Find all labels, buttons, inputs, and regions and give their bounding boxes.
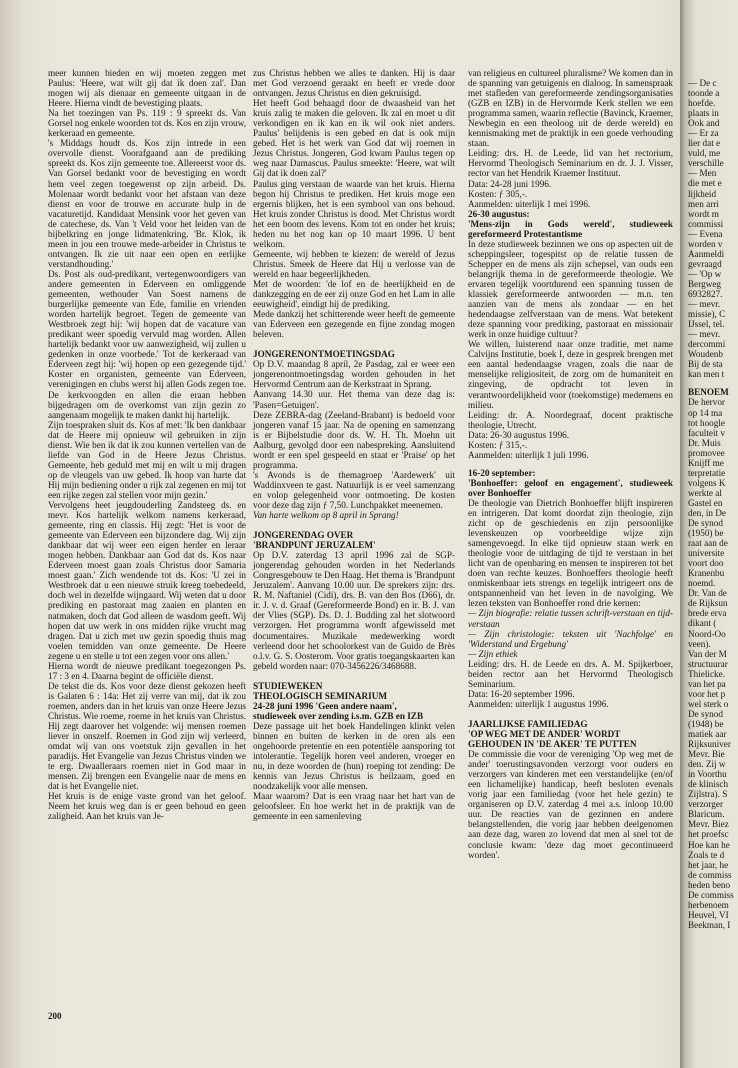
text-line: Noord-Oo — [688, 628, 726, 639]
text-line: de commiss — [688, 869, 732, 880]
text-line: kan men t — [688, 369, 725, 380]
paragraph: Paulus ging verstaan de waarde van het kruis. Hierna begon hij Christus te prediken. Het kruis moge een ergernis blijken, het is een symbool van ons behoud. Het kruis zonder Christus is dood. Met Christus wordt het een boom des levens. Kom tot en onder het kruis; heden nu het nog kan op 10 maart 1996. U bent welkom. — [253, 178, 455, 249]
text-line: voort doo — [688, 558, 724, 569]
section-heading: JONGERENDAG OVER — [253, 530, 354, 541]
paragraph: Het kruis is de enige vaste grond van het geloof. Neem het kruis weg dan is er geen behoud en geen zaligheid. Aan het kruis van Je- — [48, 791, 246, 822]
paragraph: Na het toezingen van Ps. 119 : 9 spreekt ds. Van Gorsel nog enkele woorden tot ds. Kos en zijn vrouw, kerkeraad en gemeente. — [48, 108, 246, 139]
text-line: tot hoogle — [688, 417, 726, 428]
paragraph: Vervolgens heet jeugdouderling Zandsteeg ds. en mevr. Kos hartelijk welkom namens kerkeraad, gemeente, ring en classis. Hij zegt: 'Het is voor de gemeente van Ederveen een bijzondere dag. Wij zijn dankbaar dat wij weer een eigen herder en leraar mogen hebben. Dankbaar aan God dat ds. Kos naar Ederveen moest gaan zoals Christus door Samaria moest gaan.' Zich wendende tot ds. Kos: 'U zei in Westbroek dat u een nieuwe struik kreeg toebedeeld, doch wel in dezelfde wijngaard. Wij weten dat u door prediking en pastoraat mag zaaien en planten en natmaken, doch dat God alleen de wasdom geeft. Wij hopen dat uw werk in ons midden rijke vrucht mag dragen. Dat u zich met uw gezin spoedig thuis mag voelen temidden van onze gemeente. De Heere zegene u en stelle u tot een zegen voor ons allen.' — [48, 500, 246, 661]
text-line: de klinisch — [688, 779, 729, 790]
italic-line: — Zijn ethiek — [468, 648, 518, 659]
text-line: wordt m — [688, 208, 719, 219]
text-line: dikant ( — [688, 618, 717, 629]
text-line: Thielicke. — [688, 668, 725, 679]
text-line: promovee — [688, 447, 725, 458]
page-number: 200 — [48, 1011, 62, 1021]
paragraph: 's Avonds is de themagroep 'Aardewerk' uit Waddinxveen te gast. Natuurlijk is er veel samenzang en volop gelegenheid voor ontmoeting. De kosten voor deze dag zijn ƒ 7,50. Lunchpakket meenemen. — [253, 469, 455, 510]
text-line: Aanmeldi — [688, 248, 725, 259]
text-line: dercommi — [688, 339, 726, 350]
italic-line: — Zijn biografie: relatie tussen schrift-verstaan en tijd-verstaan — [468, 608, 673, 629]
section-heading: GEHOUDEN IN 'DE AKER' TE PUTTEN — [468, 739, 637, 750]
paragraph: Deze passage uit het boek Handelingen klinkt velen binnen en buiten de kerken in de oren als een ongehoorde pretentie en een potentiële aansporing tot intolerantie. Tegelijk horen veel anderen, vroeger en nu, in deze woorden de (hun) roeping tot zending: De kennis van Jezus Christus is heilzaam, goed en noodzakelijk voor alle mensen. — [253, 720, 455, 792]
paragraph: Hierna wordt de nieuwe predikant toegezongen Ps. 17 : 3 en 4. Daarna begint de officiële dienst. — [48, 660, 246, 681]
paragraph: Leiding: dr. A. Noordegraaf, docent praktische theologie, Utrecht. — [468, 409, 673, 430]
paragraph: Kosten: ƒ 315,-. — [468, 439, 528, 450]
text-line: faculteit v — [688, 427, 725, 438]
paragraph: Aanvang 14.30 uur. Het thema van deze dag is: 'Pasen=Getuigen'. — [253, 389, 455, 410]
paragraph: De theologie van Dietrich Bonhoeffer blijft inspireren en intrigeren. Dat komt doordat zijn theologie, zijn zicht op de geschiedenis en zijn persoonlijke levenskeuzen op voorbeeldige wijze zijn samengevoegd. In elke tijd opnieuw staan werk en theologie voor de uitdaging de tijd te verstaan in het licht van de openbaring en mensen te inspireren tot het doen van rechte keuzes. Bonhoeffers theologie heeft onmiskenbaar iets strengs en tegelijk intrigeert ons de ontspannenheid van het leven in de navolging. We lezen teksten van Bonhoeffer rond drie kernen: — [468, 497, 673, 609]
text-line: den, in De — [688, 507, 727, 518]
text-line: Ook and — [688, 118, 720, 129]
paragraph: Aanmelden: uiterlijk 1 augustus 1996. — [468, 698, 609, 709]
text-line: matiek aar — [688, 729, 727, 739]
italic-line: Van harte welkom op 8 april in Sprang! — [253, 510, 399, 521]
text-column-2 — [253, 68, 455, 821]
text-line: men arri — [688, 198, 719, 209]
text-line: wel sterk o — [688, 698, 729, 709]
text-line: vuld, me — [688, 148, 721, 159]
text-line: heden beno — [688, 879, 731, 890]
paragraph: 's Middags houdt ds. Kos zijn intrede in een overvolle dienst. Voorafgaand aan de prediking spreekt ds. Kos zijn gemeente toe. Allereerst voor ds. Van Gorsel bedankt voor de bevestiging en wordt hem veel zegen toegewenst op zijn arbeid. Ds. Molenaar wordt bedankt voor het afstaan van deze dienst en voor de trouwe en accurate hulp in de vacaturetijd. Kandidaat Mensink voor het geven van de catechese, ds. Van 't Veld voor het leiden van de bijbelkring en jonge lidmatenkring. 'Br. Klok, ik meen in jou een trouwe mede-arbeider in Christus te ontvangen. Ik zie uit naar een open en eerlijke verstandhouding.' — [48, 138, 246, 269]
text-line: (1948) be — [688, 718, 724, 729]
text-line: universite — [688, 548, 725, 559]
subheading: 'Bonhoeffer: geloof en engagement', studieweek over Bonhoeffer — [468, 477, 673, 498]
text-line: Blaricum. — [688, 809, 725, 820]
text-line: De synod — [688, 518, 723, 529]
text-line: Mevr. Bie — [688, 749, 725, 760]
text-line: — 'Op w — [688, 268, 722, 279]
paragraph: De tekst die ds. Kos voor deze dienst gekozen heeft is Galaten 6 : 14a: Het zij verre van mij, dat ik zou roemen, anders dan in het kruis van onze Heere Jezus Christus. Wie roeme, roeme in het kruis van Christus. Hij zegt daarover het volgende: wij mensen roemen liever in onszelf. Roemen in God zijn wij verleerd, omdat wij van ons voetstuk zijn gevallen in het paradijs. Het Evangelie van Jezus Christus vinden we te erg. Dwaalleraars roemen niet in God maar in mensen. Zij brengen een Evangelie naar de mens en dat is het Evangelie niet. — [48, 680, 246, 792]
text-line: Zoals te d — [688, 849, 725, 860]
text-line: den. Zij w — [688, 759, 726, 770]
paragraph: zus Christus hebben we alles te danken. Hij is daar met God verzoend geraakt en heeft er vrede door ontvangen. Jezus Christus en dien gekruisigd. — [253, 68, 455, 99]
paragraph: Op D.V. zaterdag 13 april 1996 zal de SGP-jongerendag gehouden worden in het Nederlands Congresgebouw te Den Haag. Het thema is 'Brandpunt Jeruzalem'. Aanvang 10.00 uur. De sprekers zijn: drs. R. M. Naftaniel (Cidi), drs. B. van den Bos (D66), dr. ir. J. v. d. Graaf (Gereformeerde Bond) en ir. B. J. van der Vlies (SGP). Ds. D. J. Budding zal het slotwoord verzorgen. Het programma wordt afgewisseld met documentaires. Muzikale medewerking wordt verleend door het schoolorkest van de Guido de Brès o.l.v. G. S. Oosterom. Voor gratis toegangskaarten kan gebeld worden naar: 070-3456226/3468688. — [253, 550, 455, 671]
subheading: 'Mens-zijn in Gods wereld', studieweek gereformeerd Protestantisme — [468, 218, 673, 239]
text-line: brede erva — [688, 608, 727, 619]
text-line: verschille — [688, 158, 724, 169]
text-line: veen). — [688, 638, 711, 649]
text-line: toonde a — [688, 88, 720, 99]
text-column-1 — [48, 68, 246, 822]
subheading: studieweek over zending i.s.m. GZB en IZB — [253, 710, 424, 721]
text-line: IJssel, tel. — [688, 319, 725, 330]
right-page-fragments — [688, 78, 738, 930]
subheading: 24-28 juni 1996 'Geen andere naam', — [253, 700, 397, 711]
text-line: voor het p — [688, 688, 726, 699]
text-line: commissi — [688, 218, 724, 229]
section-heading: 'BRANDPUNT JERUZALEM' — [253, 540, 376, 551]
section-heading: STUDIEWEKEN — [253, 680, 323, 691]
text-line: De commiss — [688, 889, 734, 900]
section-heading: JONGERENONTMOETINGSDAG — [253, 349, 395, 360]
paragraph: Data: 24-28 juni 1996. — [468, 178, 552, 189]
text-line: Kranenbu — [688, 568, 725, 579]
subheading: 16-20 september: — [468, 467, 536, 478]
text-line: noemd. — [688, 578, 716, 589]
text-line: het jaar, he — [688, 859, 729, 870]
text-line: plaats in — [688, 108, 719, 119]
text-line: Heuvel, VI — [688, 909, 729, 920]
text-line: terpretatie — [688, 467, 726, 478]
text-line: De synod — [688, 708, 723, 719]
italic-line: — Zijn christologie: teksten uit 'Nachfolge' en 'Widerstand und Ergebung' — [468, 628, 673, 649]
text-line: — mevr. — [688, 329, 721, 340]
text-line: werkte al — [688, 487, 722, 498]
text-line: hoefde. — [688, 98, 716, 109]
paragraph: Aanmelden: uiterlijk 1 juli 1996. — [468, 449, 589, 460]
section-heading: 'OP WEG MET DE ANDER' WORDT — [468, 729, 621, 739]
text-line: in Voorthu — [688, 769, 727, 780]
text-line: Bergweg — [688, 278, 721, 289]
text-line: van het pa — [688, 678, 726, 689]
text-line: 6932827. — [688, 288, 723, 299]
text-line: lier dat e — [688, 138, 721, 149]
subheading: 26-30 augustus: — [468, 208, 530, 219]
text-line: — mevr. — [688, 299, 721, 310]
paragraph: Ds. Post als oud-predikant, vertegenwoordigers van andere gemeenten in Ederveen en omliggende gemeenten, wethouder Van Soest namens de burgerlijke gemeente van Ede, familie en vrienden worden hartelijk begroet. Tegen de gemeente van Westbroek zegt hij: 'wij hopen dat de vacature van predikant weer spoedig vervuld mag worden. Allen hartelijk bedankt voor uw aanwezigheid, wij zullen u gedenken in onze voorbede.' Tot de kerkeraad van Ederveen zegt hij: 'wij hopen op een gezegende tijd.' Koster en organisten, gemeente van Ederveen, verenigingen en clubs werst hij allen Gods zegen toe. De kerkvoogden en allen die eraan hebben bijgedragen om de overkomst van zijn gezin zo aangenaam mogelijk te maken dankt hij hartelijk. — [48, 268, 246, 420]
text-line: De hervor — [688, 397, 725, 408]
text-line: worden v — [688, 238, 723, 249]
paragraph: Kosten: ƒ 305,-. — [468, 188, 528, 199]
text-line: lijkheid — [688, 188, 717, 199]
text-column-3 — [468, 68, 673, 860]
text-line: Knijff me — [688, 457, 724, 468]
paragraph: Het heeft God behaagd door de dwaasheid van het kruis zalig te maken die geloven. Ik zal en moet u dit verkondigen en ik kan en ik wil ook niet anders. Paulus' belijdenis is een gebed en dat is ook mijn gebed. Het is het werk van God dat wij roemen in Jezus Christus. Jongeren, God kwam Paulus tegen op weg naar Damascus. Paulus smeekte: 'Heere, wat wilt Gij dat ik doen zal?' — [253, 98, 455, 179]
paragraph: Zijn toespraken sluit ds. Kos af met: 'Ik ben dankbaar dat de Heere mij opnieuw wil gebruiken in zijn dienst. Wie ben ik dat ik zou kunnen vertellen van de liefde van God in de Heere Jezus Christus. Gemeente, heb geduld met mij en wilt u mij dragen op de vleugels van uw gebed. Ik hoop van harte dat Hij mijn bediening onder u rijk zal zegenen en mij tot een rijke zegen zal stellen voor mijn gezin.' — [48, 419, 246, 500]
paragraph: Data: 26-30 augustus 1996. — [468, 429, 570, 440]
paragraph: Leiding: drs. H. de Leede, lid van het rectorium, Hervormd Theologisch Seminarium en dr. J. J. Visser, rector van het Hendrik Kraemer Instituut. — [468, 148, 673, 179]
text-line: verzorger — [688, 799, 724, 810]
text-line: die met e — [688, 178, 722, 189]
text-line: Van der M — [688, 648, 727, 659]
text-line: Woudenb — [688, 349, 723, 360]
section-heading: THEOLOGISCH SEMINARIUM — [253, 690, 388, 701]
text-line: (1950) be — [688, 528, 724, 539]
spacer — [688, 379, 738, 387]
text-line: gevraagd — [688, 258, 722, 269]
text-line: Dr. Muis — [688, 437, 721, 448]
text-line: op 14 ma — [688, 407, 723, 418]
text-line: Rijksuniver — [688, 739, 731, 750]
paragraph: Gemeente, wij hebben te kiezen: de wereld of Jezus Christus. Smeek de Heere dat Hij u verlosse van de wereld en haar begeerlijkheden. — [253, 248, 455, 279]
paragraph: De commissie die voor de vereniging 'Op weg met de ander' toerustingsavonden verzorgt voor ouders en verzorgers van kinderen met een verstandelijke (en/of een lichamelijke) handicap, heeft besloten evenals vorig jaar een familiedag (voor het hele gezin) te organiseren op D.V. zaterdag 4 mei a.s. inloop 10.00 uur. De reacties van de gezinnen en andere belangstellenden, die vorig jaar hebben deelgenomen aan deze dag, waren zo lovend dat men al snel tot de conclusie kwam: 'deze dag moet gecontinueerd worden'. — [468, 749, 673, 860]
paragraph: van religieus en cultureel pluralisme? We komen dan in de spanning van getuigenis en dialoog. In samenspraak met stafleden van gereformeerde zendingsorganisaties (GZB en IZB) in de Hervormde Kerk stellen we een programma samen, waarin reflectie (Bavinck, Kraemer, Newbegin en een theoloog uit de derde wereld) en kennismaking met de praktijk in een goede verhouding staan. — [468, 68, 673, 149]
paragraph: meer kunnen bieden en wij moeten zeggen met Paulus: 'Heere, wat wilt gij dat ik doen zal'. Dan mogen wij als dienaar en gemeente uitgaan in de Heere. Hierna vindt de bevestiging plaats. — [48, 68, 246, 109]
spacer — [468, 460, 673, 468]
text-line: Bij de sta — [688, 359, 723, 370]
section-heading: JAARLIJKSE FAMILIEDAG — [468, 718, 588, 729]
text-line: raat aan de — [688, 538, 728, 549]
text-line: Zijlstra). S — [688, 789, 728, 800]
right-page-edge — [680, 0, 738, 1068]
text-line: Hoe kan he — [688, 839, 730, 850]
paragraph: Data: 16-20 september 1996. — [468, 688, 575, 699]
paragraph: Met de woorden: 'de lof en de heerlijkheid en de dankzegging en de eer zij onze God en het Lam in alle eeuwigheid', eindigt hij de prediking. — [253, 278, 455, 310]
text-line: — Er za — [688, 128, 719, 139]
text-line: de Rijksun — [688, 598, 728, 609]
text-line: herbenoem — [688, 899, 729, 910]
text-line: volgens K — [688, 477, 726, 488]
text-line: — De c — [688, 78, 717, 88]
text-line: Mevr. Biez — [688, 819, 729, 830]
paragraph: Op D.V. maandag 8 april, 2e Pasdag, zal er weer een jongerenontmoetingsdag worden gehouden in het Hervormd Centrum aan de Kerkstraat in Sprang. — [253, 359, 455, 390]
text-line: — Men — [688, 168, 717, 179]
paragraph: Deze ZEBRA-dag (Zeeland-Brabant) is bedoeld voor jongeren vanaf 15 jaar. Na de opening en samenzang is er Bijbelstudie door ds. W. H. Th. Moehn uit Aalburg, gevolgd door een nabespreking. Aansluitend wordt er een spel gespeeld en staat er 'Praise' op het programma. — [253, 409, 455, 470]
text-line: missie), C — [688, 309, 726, 320]
text-line: Gastel en — [688, 497, 723, 508]
text-line: structuurar — [688, 658, 728, 669]
paragraph: Aanmelden: uiterlijk 1 mei 1996. — [468, 198, 591, 209]
text-line: — Evena — [688, 228, 723, 239]
paragraph: In deze studieweek bezinnen we ons op aspecten uit de scheppingsleer, togespitst op de relatie tussen de Schepper en de mens als zijn schepsel, van ouds een belangrijk thema in de gereformeerde theologie. We ervaren tegelijk voortdurend een spanning tussen de klassiek gereformeerde antwoorden — m.n. ten aanzien van de mens als zondaar — en het hedendaagse zelfverstaan van de mens. Wat betekent deze spanning voor prediking, pastoraat en missionair werk in onze huidige cultuur? — [468, 238, 673, 340]
text-line: Dr. Van de — [688, 588, 727, 599]
paragraph: Maar waarom? Dat is een vraag naar het hart van de geloofsleer. En hoe werkt het in de praktijk van de gemeente in een samenleving — [253, 791, 455, 822]
section-heading: BENOEM — [688, 387, 729, 398]
paragraph: Mede dankzij het schitterende weer heeft de gemeente van Ederveen een gezegende en fijne zondag mogen beleven. — [253, 309, 455, 340]
paragraph: We willen, luisterend naar onze traditie, met name Calvijns Institutie, boek I, deze in gesprek brengen met een aantal hedendaagse vragen, zoals die naar de menselijke religiositeit, de zorg om de humaniteit en zingeving, de opdracht tot leven in verantwoordelijkheid voor (toekomstige) medemens en milieu. — [468, 339, 673, 410]
text-line: het proefsc — [688, 829, 729, 840]
text-line: Beekman, I — [688, 919, 731, 930]
paragraph: Leiding: drs. H. de Leede en drs. A. M. Spijkerboer, beiden rector aan het Hervormd Theologisch Seminarium. — [468, 658, 673, 689]
